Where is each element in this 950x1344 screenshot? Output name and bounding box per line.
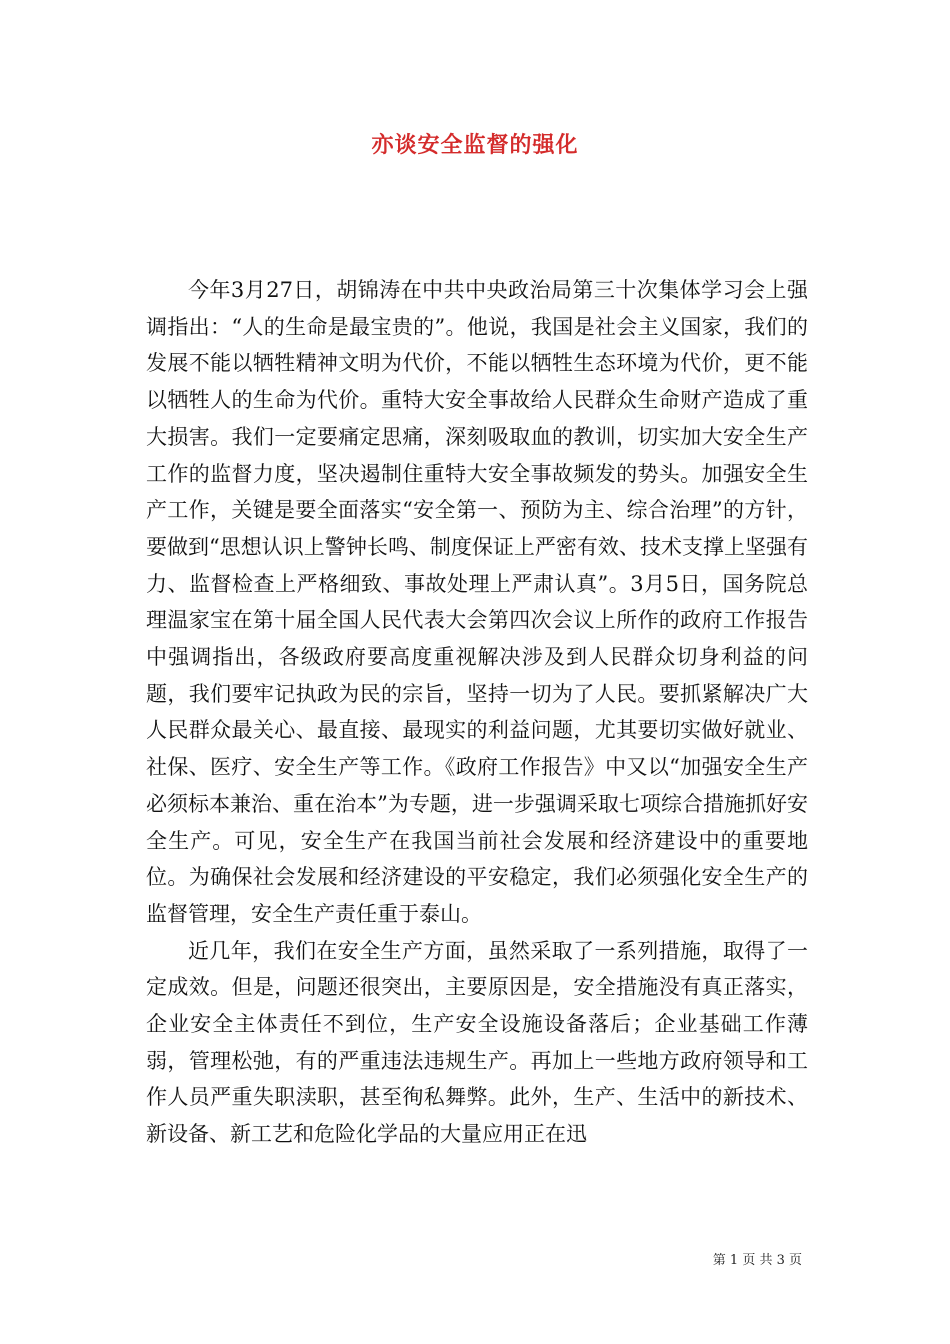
page-title: 亦谈安全监督的强化: [371, 132, 579, 158]
document-body: [146, 272, 808, 1153]
paragraph-1: 今年3月27日，胡锦涛在中共中央政治局第三十次集体学习会上强调指出：“人的生命是最宝贵的”。他说，我国是社会主义国家，我们的发展不能以牺牲精神文明为代价，不能以牺牲生态环境为代价，更不能以牺牲人的生命为代价。重特大安全事故给人民群众生命财产造成了重大损害。我们一定要痛定思痛，深刻吸取血的教训，切实加大安全生产工作的监督力度，坚决遏制住重特大安全事故频发的势头。加强安全生产工作，关键是要全面落实“安全第一、预防为主、综合治理”的方针，要做到“思想认识上警钟长鸣、制度保证上严密有效、技术支撑上坚强有力、监督检查上严格细致、事故处理上严肃认真”。3月5日，国务院总理温家宝在第十届全国人民代表大会第四次会议上所作的政府工作报告中强调指出，各级政府要高度重视解决涉及到人民群众切身利益的问题，我们要牢记执政为民的宗旨，坚持一切为了人民。要抓紧解决广大人民群众最关心、最直接、最现实的利益问题，尤其要切实做好就业、社保、医疗、安全生产等工作。《政府工作报告》中又以“加强安全生产必须标本兼治、重在治本”为专题，进一步强调采取七项综合措施抓好安全生产。可见，安全生产在我国当前社会发展和经济建设中的重要地位。为确保社会发展和经济建设的平安稳定，我们必须强化安全生产的监督管理，安全生产责任重于泰山。: [146, 278, 808, 926]
paragraph-2: 近几年，我们在安全生产方面，虽然采取了一系列措施，取得了一定成效。但是，问题还很突出，主要原因是，安全措施没有真正落实，企业安全主体责任不到位，生产安全设施设备落后；企业基础工作薄弱，管理松弛，有的严重违法违规生产。再加上一些地方政府领导和工作人员严重失职渎职，甚至徇私舞弊。此外，生产、生活中的新技术、新设备、新工艺和危险化学品的大量应用正在迅: [146, 938, 808, 1147]
page-number: 第 1 页 共 3 页: [712, 1253, 802, 1268]
